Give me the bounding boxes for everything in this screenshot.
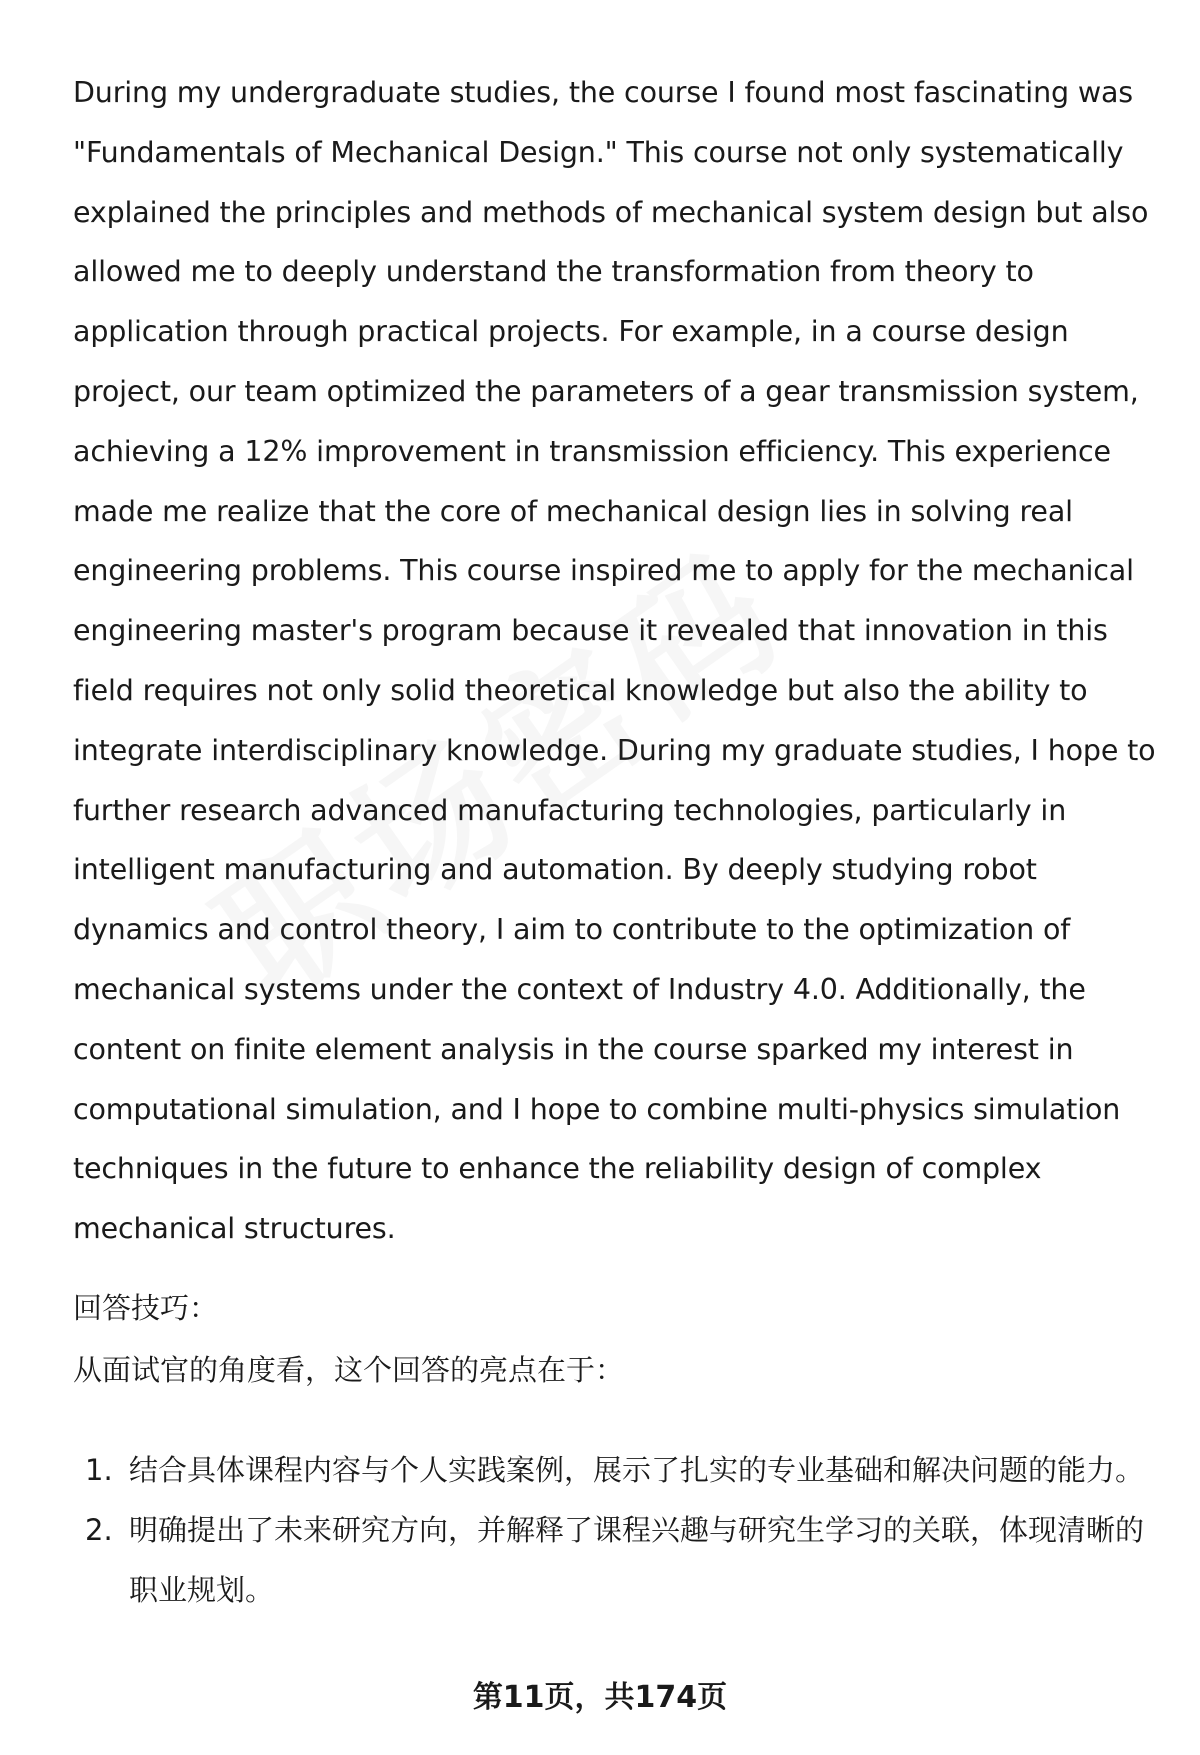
list-item-number: 2. (85, 1513, 113, 1547)
list-item-number: 1. (85, 1453, 113, 1487)
list-item (73, 1440, 1153, 1500)
tips-list (73, 1440, 1153, 1620)
list-item (73, 1500, 1153, 1620)
list-item-text: 明确提出了未来研究方向，并解释了课程兴趣与研究生学习的关联，体现清晰的职业规划。 (129, 1513, 1145, 1607)
page-number: 第11页，共174页 (472, 1680, 728, 1715)
answer-paragraph: During my undergraduate studies, the course I found most fascinating was "Fundamentals of Mechanical Design." This course not only systematically explained the principles and methods of mechanical system design but also allowed me to deeply understand the transformation from theory to application through practical projects. For example, in a course design project, our team optimized the parameters of a gear transmission system, achieving a 12% improvement in transmission efficiency. This experience made me realize that the core of mechanical design lies in solving real engineering problems. This course inspired me to apply for the mechanical engineering master's program because it revealed that innovation in this field requires not only solid theoretical knowledge but also the ability to integrate interdisciplinary knowledge. During my graduate studies, I hope to further research advanced manufacturing technologies, particularly in intelligent manufacturing and automation. By deeply studying robot dynamics and control theory, I aim to contribute to the optimization of mechanical systems under the context of Industry 4.0. Additionally, the content on finite element analysis in the course sparked my interest in computational simulation, and I hope to combine multi-physics simulation techniques in the future to enhance the reliability design of complex mechanical structures. (73, 76, 1156, 1246)
tips-heading: 回答技巧： (73, 1291, 219, 1325)
tips-intro: 从面试官的角度看，这个回答的亮点在于： (73, 1353, 625, 1387)
list-item-text: 结合具体课程内容与个人实践案例，展示了扎实的专业基础和解决问题的能力。 (129, 1453, 1145, 1487)
